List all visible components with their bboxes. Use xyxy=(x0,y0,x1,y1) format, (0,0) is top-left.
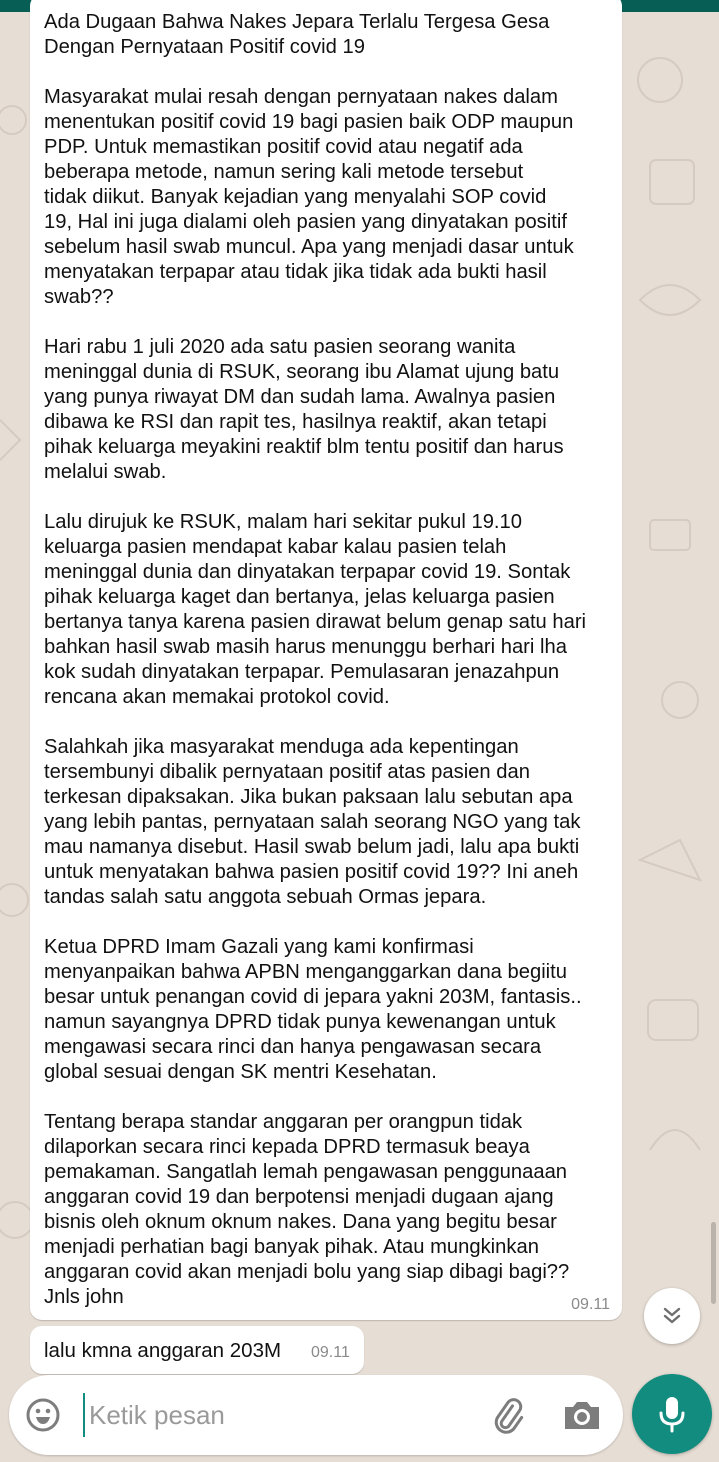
paperclip-icon[interactable] xyxy=(487,1395,527,1435)
double-chevron-down-icon xyxy=(660,1304,684,1328)
message-time: 09.11 xyxy=(571,1296,610,1313)
incoming-message[interactable] xyxy=(30,0,622,1320)
message-input[interactable] xyxy=(83,1393,479,1437)
message-composer xyxy=(9,1375,623,1455)
emoji-icon[interactable] xyxy=(25,1397,61,1433)
incoming-message[interactable] xyxy=(30,1326,364,1374)
camera-icon[interactable] xyxy=(561,1395,603,1435)
message-time: 09.11 xyxy=(311,1344,350,1361)
message-text: lalu kmna anggaran 203M xyxy=(44,1339,282,1362)
scroll-to-bottom-button[interactable] xyxy=(644,1288,700,1344)
message-text: Ada Dugaan Bahwa Nakes Jepara Terlalu Tergesa Gesa Dengan Pernyataan Positif covid 19 Masyarakat mulai resah dengan pernyataan nakes dalam menentukan positif covid 19 bagi pasien baik ODP maupun PDP. Untuk memastikan positif covid atau negatif ada beberapa metode, namun sering kali metode tersebut tidak diikut. Banyak kejadian yang menyalahi SOP covid 19, Hal ini juga dialami oleh pasien yang dinyatakan positif sebelum hasil swab muncul. Apa yang menjadi dasar untuk menyatakan terpapar atau tidak jika tidak ada bukti hasil swab?? Hari rabu 1 juli 2020 ada satu pasien seorang wanita meninggal dunia di RSUK, seorang ibu Alamat ujung batu yang punya riwayat DM dan sudah lama. Awalnya pasien dibawa ke RSI dan rapit tes, hasilnya reaktif, akan tetapi pihak keluarga meyakini reaktif blm tentu positif dan harus melalui swab. Lalu dirujuk ke RSUK, malam hari sekitar pukul 19.10 keluarga pasien mendapat kabar kalau pasien telah meninggal dunia dan dinyatakan terpapar covid 19. Sontak pihak keluarga kaget dan bertanya, jelas keluarga pasien bertanya tanya karena pasien dirawat belum genap satu hari bahkan hasil swab masih harus menunggu berhari hari lha kok sudah dinyatakan terpapar. Pemulasaran jenazahpun rencana akan memakai protokol covid. Salahkah jika masyarakat menduga ada kepentingan tersembunyi dibalik pernyataan positif atas pasien dan terkesan dipaksakan. Jika bukan paksaan lalu sebutan apa yang lebih pantas, pernyataan salah seorang NGO yang tak mau namanya disebut. Hasil swab belum jadi, lalu apa bukti untuk menyatakan bahwa pasien positif covid 19?? Ini aneh tandas salah satu anggota sebuah Ormas jepara. Ketua DPRD Imam Gazali yang kami konfirmasi menyanpaikan bahwa APBN menganggarkan dana begiitu besar untuk penangan covid di jepara yakni 203M, fantasis.. namun sayangnya DPRD tidak punya kewenangan untuk mengawasi secara rinci dan hanya pengawasan secara global sesuai dengan SK mentri Kesehatan. Tentang berapa standar anggaran per orangpun tidak dilaporkan secara rinci kepada DPRD termasuk beaya pemakaman. Sangatlah lemah pengawasan penggunaaan anggaran covid 19 dan berpotensi menjadi dugaan ajang bisnis oleh oknum oknum nakes. Dana yang begitu besar menjadi perhatian bagi banyak pihak. Atau mungkinkan anggaran covid akan menjadi bolu yang siap dibagi bagi?? Jnls john xyxy=(44,11,587,1308)
microphone-icon xyxy=(656,1394,688,1434)
voice-record-button[interactable] xyxy=(632,1374,712,1454)
scrollbar[interactable] xyxy=(711,1222,716,1304)
